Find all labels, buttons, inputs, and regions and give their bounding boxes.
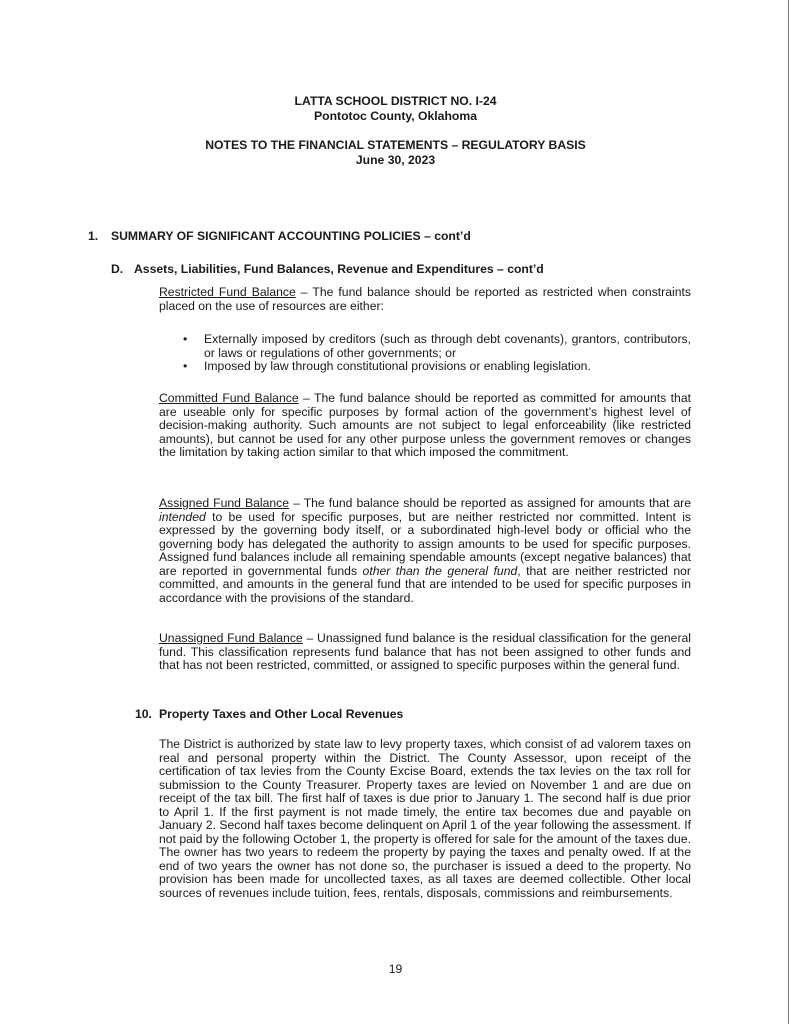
assigned-fund-heading: Assigned Fund Balance bbox=[159, 496, 290, 510]
section-1-title: SUMMARY OF SIGNIFICANT ACCOUNTING POLICIES – cont’d bbox=[111, 229, 471, 243]
section-10-number: 10. bbox=[135, 707, 152, 721]
list-item bbox=[183, 333, 691, 360]
statement-date: June 30, 2023 bbox=[355, 153, 436, 167]
section-1-number: 1. bbox=[88, 229, 99, 243]
assigned-fund-text: , that are neither restricted nor committed, and amounts in the general fund that are intended to be used for specific purposes in accordance with the provisions of the standard. bbox=[159, 563, 691, 605]
county-name: Pontotoc County, Oklahoma bbox=[314, 109, 477, 123]
unassigned-fund-text: – Unassigned fund balance is the residual classification for the general fund. This classification represents fund balance that has not been assigned to other funds and that has not been restricted, committed, or assigned to specific purposes within the general fund. bbox=[159, 631, 691, 672]
assigned-fund-text: to be used for specific purposes, but are neither restricted nor committed. Intent is expressed by the governing body itself, or a subordinated high-level body or official who the governing body has delegated the authority to assign amounts to be used for specific purposes. Assigned fund balances include all remaining spendable amounts (except negative balances) that are reported in governmental funds bbox=[159, 509, 691, 578]
assigned-fund-emphasis: other than the general fund bbox=[362, 563, 518, 578]
district-name: LATTA SCHOOL DISTRICT NO. I-24 bbox=[294, 94, 497, 108]
section-10-heading bbox=[135, 707, 403, 721]
section-10-title: Property Taxes and Other Local Revenues bbox=[159, 707, 404, 721]
committed-fund-text: – The fund balance should be reported as committed for amounts that are useable only for specific purposes by formal action of the government’s highest level of decision-making authority. Such amounts are not subject to legal enforceability (like restricted amounts), but cannot be used for any other purpose unless the government removes or changes the limitation by taking action similar to that which imposed the commitment. bbox=[159, 391, 691, 459]
page-number: 19 bbox=[388, 962, 403, 976]
section-1-heading bbox=[88, 229, 471, 243]
unassigned-fund-heading: Unassigned Fund Balance bbox=[159, 631, 303, 645]
property-taxes-paragraph: The District is authorized by state law to levy property taxes, which consist of ad valorem taxes on real and personal property within the District. The County Assessor, upon receipt of the certification of tax levies from the County Excise Board, extends the tax levies on the tax roll for submission to the County Treasurer. Property taxes are levied on November 1 and are due on receipt of the tax bill. The first half of taxes is due prior to January 1. The second half is due prior to April 1. If the first payment is not made timely, the entire tax becomes due and payable on January 2. Second half taxes become delinquent on April 1 of the year following the assessment. If not paid by the following October 1, the property is offered for sale for the amount of the taxes due. The owner has two years to redeem the property by paying the taxes and penalty owed. If at the end of two years the owner has not done so, the purchaser is issued a deed to the property. No provision has been made for uncollected taxes, as all taxes are deemed collectible. Other local sources of revenues include tuition, fees, rentals, disposals, commissions and reimbursements. bbox=[159, 737, 691, 900]
bullet-text: Externally imposed by creditors (such as through debt covenants), grantors, contributors, or laws or regulations of other governments; or bbox=[204, 332, 691, 360]
assigned-fund-text: – The fund balance should be reported as assigned for amounts that are bbox=[289, 496, 691, 510]
restricted-fund-heading: Restricted Fund Balance bbox=[159, 285, 296, 299]
bullet-icon: • bbox=[183, 359, 188, 373]
restricted-bullet-list bbox=[183, 333, 691, 374]
document-header bbox=[0, 94, 791, 124]
section-d-heading bbox=[111, 262, 544, 276]
list-item bbox=[183, 360, 691, 374]
section-d-letter: D. bbox=[111, 262, 124, 276]
restricted-fund-paragraph bbox=[159, 286, 691, 313]
bullet-text: Imposed by law through constitutional provisions or enabling legislation. bbox=[204, 359, 591, 373]
section-d-title: Assets, Liabilities, Fund Balances, Revenue and Expenditures – cont’d bbox=[134, 262, 544, 276]
notes-title: NOTES TO THE FINANCIAL STATEMENTS – REGULATORY BASIS bbox=[205, 138, 586, 152]
committed-fund-heading: Committed Fund Balance bbox=[159, 391, 299, 405]
bullet-icon: • bbox=[183, 332, 188, 346]
restricted-fund-text: – The fund balance should be reported as restricted when constraints placed on the use of resources are either: bbox=[159, 285, 691, 313]
unassigned-fund-paragraph bbox=[159, 632, 691, 673]
assigned-fund-emphasis: intended bbox=[159, 509, 206, 524]
assigned-fund-paragraph bbox=[159, 497, 691, 605]
notes-header bbox=[0, 138, 791, 168]
committed-fund-paragraph bbox=[159, 392, 691, 460]
